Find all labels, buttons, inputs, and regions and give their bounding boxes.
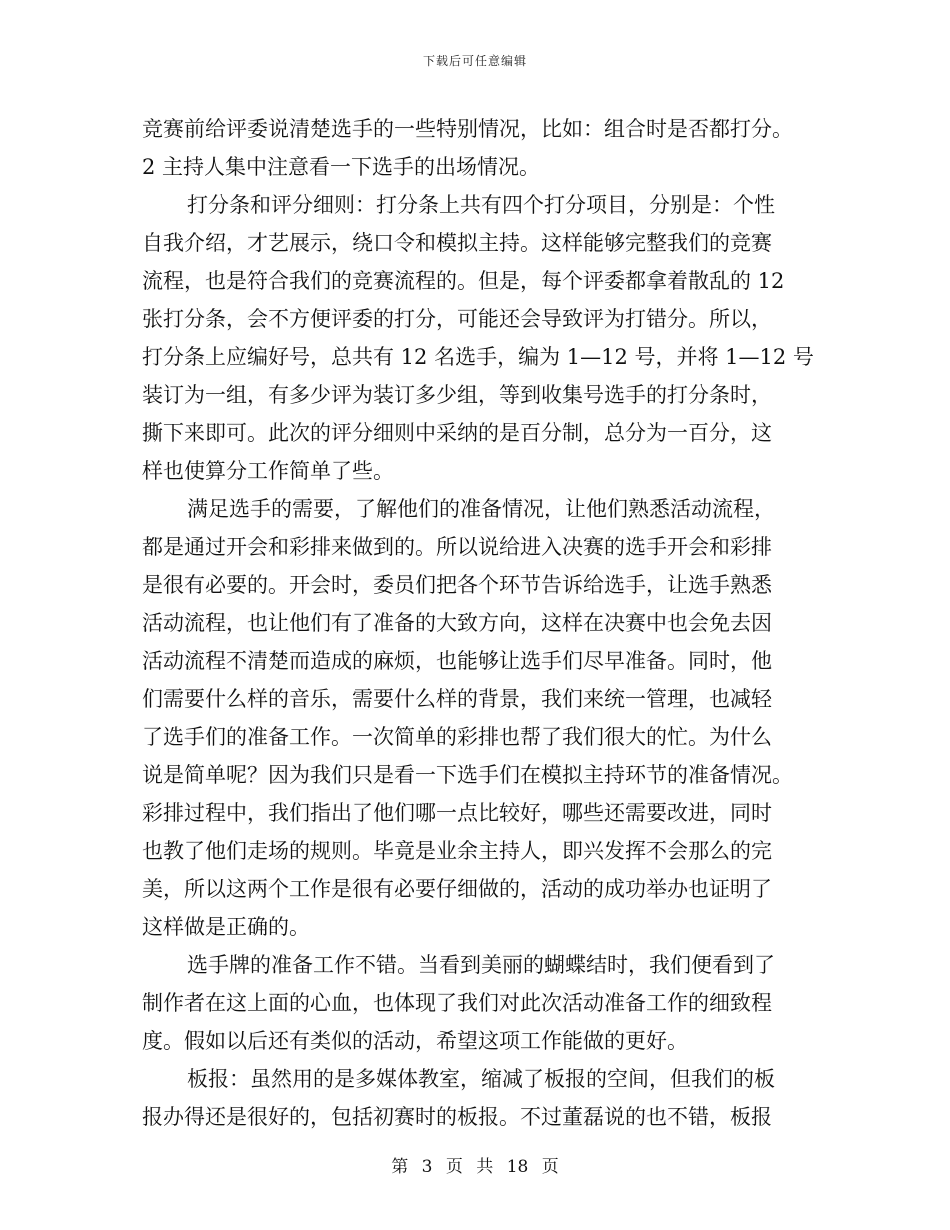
- page-footer: 第 3 页 共 18 页: [391, 1157, 559, 1177]
- text-line: 流程，也是符合我们的竞赛流程的。但是，每个评委都拿着散乱的 12: [142, 269, 785, 293]
- paragraph-start-line: 板报：虽然用的是多媒体教室，缩减了板报的空间，但我们的板: [187, 1067, 775, 1091]
- text-line: 竞赛前给评委说清楚选手的一些特别情况，比如：组合时是否都打分。: [142, 117, 793, 141]
- text-line: 这样做是正确的。: [142, 915, 310, 939]
- page-header: 下载后可任意编辑: [422, 54, 527, 68]
- text-line: 彩排过程中，我们指出了他们哪一点比较好，哪些还需要改进，同时: [142, 801, 772, 825]
- text-line: 也教了他们走场的规则。毕竟是业余主持人，即兴发挥不会那么的完: [142, 839, 772, 863]
- text-line: 都是通过开会和彩排来做到的。所以说给进入决赛的选手开会和彩排: [142, 535, 772, 559]
- text-line: 度。假如以后还有类似的活动，希望这项工作能做的更好。: [142, 1029, 688, 1053]
- text-line: 们需要什么样的音乐，需要什么样的背景，我们来统一管理，也减轻: [142, 687, 772, 711]
- text-line: 活动流程，也让他们有了准备的大致方向，这样在决赛中也会免去因: [142, 611, 772, 635]
- paragraph-start-line: 满足选手的需要，了解他们的准备情况，让他们熟悉活动流程，: [187, 497, 775, 521]
- text-line: 张打分条，会不方便评委的打分，可能还会导致评为打错分。所以，: [142, 307, 772, 331]
- text-line: 装订为一组，有多少评为装订多少组，等到收集号选手的打分条时，: [142, 383, 772, 407]
- document-body: [142, 110, 814, 1136]
- text-line: 撕下来即可。此次的评分细则中采纳的是百分制，总分为一百分，这: [142, 421, 772, 445]
- text-line: 美，所以这两个工作是很有必要仔细做的，活动的成功举办也证明了: [142, 877, 772, 901]
- text-line: 活动流程不清楚而造成的麻烦，也能够让选手们尽早准备。同时，他: [142, 649, 772, 673]
- text-line: 了选手们的准备工作。一次简单的彩排也帮了我们很大的忙。为什么: [142, 725, 772, 749]
- text-line: 打分条上应编好号，总共有 12 名选手，编为 1—12 号，并将 1—12 号: [142, 345, 814, 369]
- paragraph-start-line: 打分条和评分细则：打分条上共有四个打分项目，分别是：个性: [187, 193, 775, 217]
- text-line: 样也使算分工作简单了些。: [142, 459, 394, 483]
- text-line: 2 主持人集中注意看一下选手的出场情况。: [142, 155, 541, 179]
- text-line: 自我介绍，才艺展示，绕口令和模拟主持。这样能够完整我们的竞赛: [142, 231, 772, 255]
- text-line: 说是简单呢？因为我们只是看一下选手们在模拟主持环节的准备情况。: [142, 763, 793, 787]
- text-line: 报办得还是很好的，包括初赛时的板报。不过董磊说的也不错，板报: [142, 1105, 772, 1129]
- text-line: 是很有必要的。开会时，委员们把各个环节告诉给选手，让选手熟悉: [142, 573, 772, 597]
- text-line: 制作者在这上面的心血，也体现了我们对此次活动准备工作的细致程: [142, 991, 772, 1015]
- paragraph-start-line: 选手牌的准备工作不错。当看到美丽的蝴蝶结时，我们便看到了: [187, 953, 775, 977]
